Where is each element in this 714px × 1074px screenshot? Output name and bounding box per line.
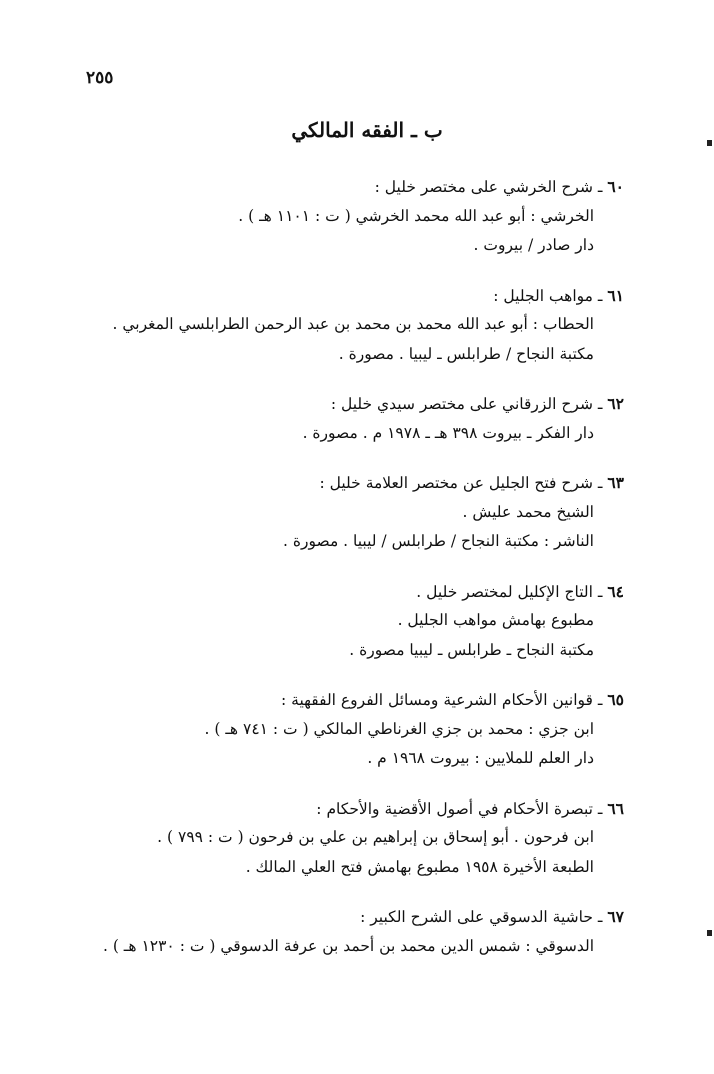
entry-detail-line: ابن فرحون . أبو إسحاق بن إبراهيم بن علي بن فرحون ( ت : ٧٩٩ ) . bbox=[157, 828, 594, 846]
entry-detail-line: الشيخ محمد عليش . bbox=[462, 502, 594, 521]
entry-dash: ـ bbox=[592, 395, 608, 413]
page-number: ٢٥٥ bbox=[86, 68, 114, 88]
entry-title: شرح فتح الجليل عن مختصر العلامة خليل : bbox=[319, 474, 593, 492]
entry-number: ٦٣ bbox=[607, 473, 624, 492]
entry-heading bbox=[0, 902, 714, 932]
entry-number: ٦٦ bbox=[607, 798, 624, 818]
entry-dash: ـ bbox=[592, 582, 608, 601]
entry-title: قوانين الأحكام الشرعية ومسائل الفروع الفقهية : bbox=[281, 691, 593, 709]
entry-title: مواهب الجليل : bbox=[493, 286, 593, 305]
entry-heading bbox=[0, 389, 714, 419]
entry-heading bbox=[0, 172, 714, 202]
entry-detail-line: مطبوع بهامش مواهب الجليل . bbox=[397, 611, 594, 629]
entry-heading bbox=[0, 577, 714, 607]
entry-dash: ـ bbox=[592, 286, 608, 305]
entry-title: حاشية الدسوقي على الشرح الكبير : bbox=[360, 908, 593, 926]
entry-heading bbox=[0, 794, 714, 824]
entry-number: ٦٥ bbox=[607, 690, 624, 709]
entry-number: ٦١ bbox=[607, 285, 624, 305]
entry-dash: ـ bbox=[592, 474, 608, 492]
scan-edge-mark bbox=[707, 140, 712, 146]
entry-dash: ـ bbox=[592, 691, 608, 709]
entry-number: ٦٤ bbox=[607, 581, 624, 601]
entry-detail-line: دار العلم للملايين : بيروت ١٩٦٨ م . bbox=[367, 749, 594, 767]
entry-detail-line: مكتبة النجاح / طرابلس ـ ليبيا . مصورة . bbox=[338, 344, 594, 363]
entry-heading bbox=[0, 468, 714, 498]
bibliography-list bbox=[0, 172, 714, 961]
entry-detail-line: مكتبة النجاح ـ طرابلس ـ ليبيا مصورة . bbox=[349, 640, 594, 659]
entry-title: التاج الإكليل لمختصر خليل . bbox=[416, 582, 593, 601]
entry-detail-line: دار صادر / بيروت . bbox=[473, 236, 594, 254]
entry-number: ٦٢ bbox=[607, 394, 624, 413]
entry-detail-line: الخرشي : أبو عبد الله محمد الخرشي ( ت : ١١٠١ هـ ) . bbox=[238, 206, 594, 225]
bibliography-entry bbox=[0, 389, 714, 448]
entry-number: ٦٠ bbox=[607, 177, 624, 196]
bibliography-entry bbox=[0, 902, 714, 961]
entry-detail-line: ابن جزي : محمد بن جزي الغرناطي المالكي ( ت : ٧٤١ هـ ) . bbox=[204, 719, 594, 738]
entry-heading bbox=[0, 685, 714, 715]
entry-heading bbox=[0, 281, 714, 311]
entry-title: شرح الزرقاني على مختصر سيدي خليل : bbox=[330, 395, 593, 413]
entry-dash: ـ bbox=[592, 908, 608, 926]
entry-title: شرح الخرشي على مختصر خليل : bbox=[374, 178, 593, 196]
entry-number: ٦٧ bbox=[607, 907, 624, 926]
entry-dash: ـ bbox=[592, 799, 608, 818]
bibliography-entry bbox=[0, 281, 714, 370]
bibliography-entry bbox=[0, 794, 714, 883]
entry-detail-line: الدسوقي : شمس الدين محمد بن أحمد بن عرفة الدسوقي ( ت : ١٢٣٠ هـ ) . bbox=[102, 936, 594, 955]
entry-dash: ـ bbox=[592, 178, 608, 196]
section-title: ب ـ الفقه المالكي bbox=[291, 118, 443, 142]
entry-detail-line: دار الفكر ـ بيروت ٣٩٨ هـ ـ ١٩٧٨ م . مصورة . bbox=[302, 423, 594, 442]
entry-detail-line: الناشر : مكتبة النجاح / طرابلس / ليبيا . مصورة . bbox=[283, 532, 594, 550]
entry-detail-line: الطبعة الأخيرة ١٩٥٨ مطبوع بهامش فتح العلي المالك . bbox=[245, 857, 594, 876]
bibliography-entry bbox=[0, 468, 714, 557]
bibliography-entry bbox=[0, 577, 714, 666]
bibliography-entry bbox=[0, 172, 714, 261]
bibliography-entry bbox=[0, 685, 714, 774]
entry-detail-line: الحطاب : أبو عبد الله محمد بن محمد بن عبد الرحمن الطرابلسي المغربي . bbox=[112, 315, 594, 333]
entry-title: تبصرة الأحكام في أصول الأقضية والأحكام : bbox=[316, 799, 593, 818]
